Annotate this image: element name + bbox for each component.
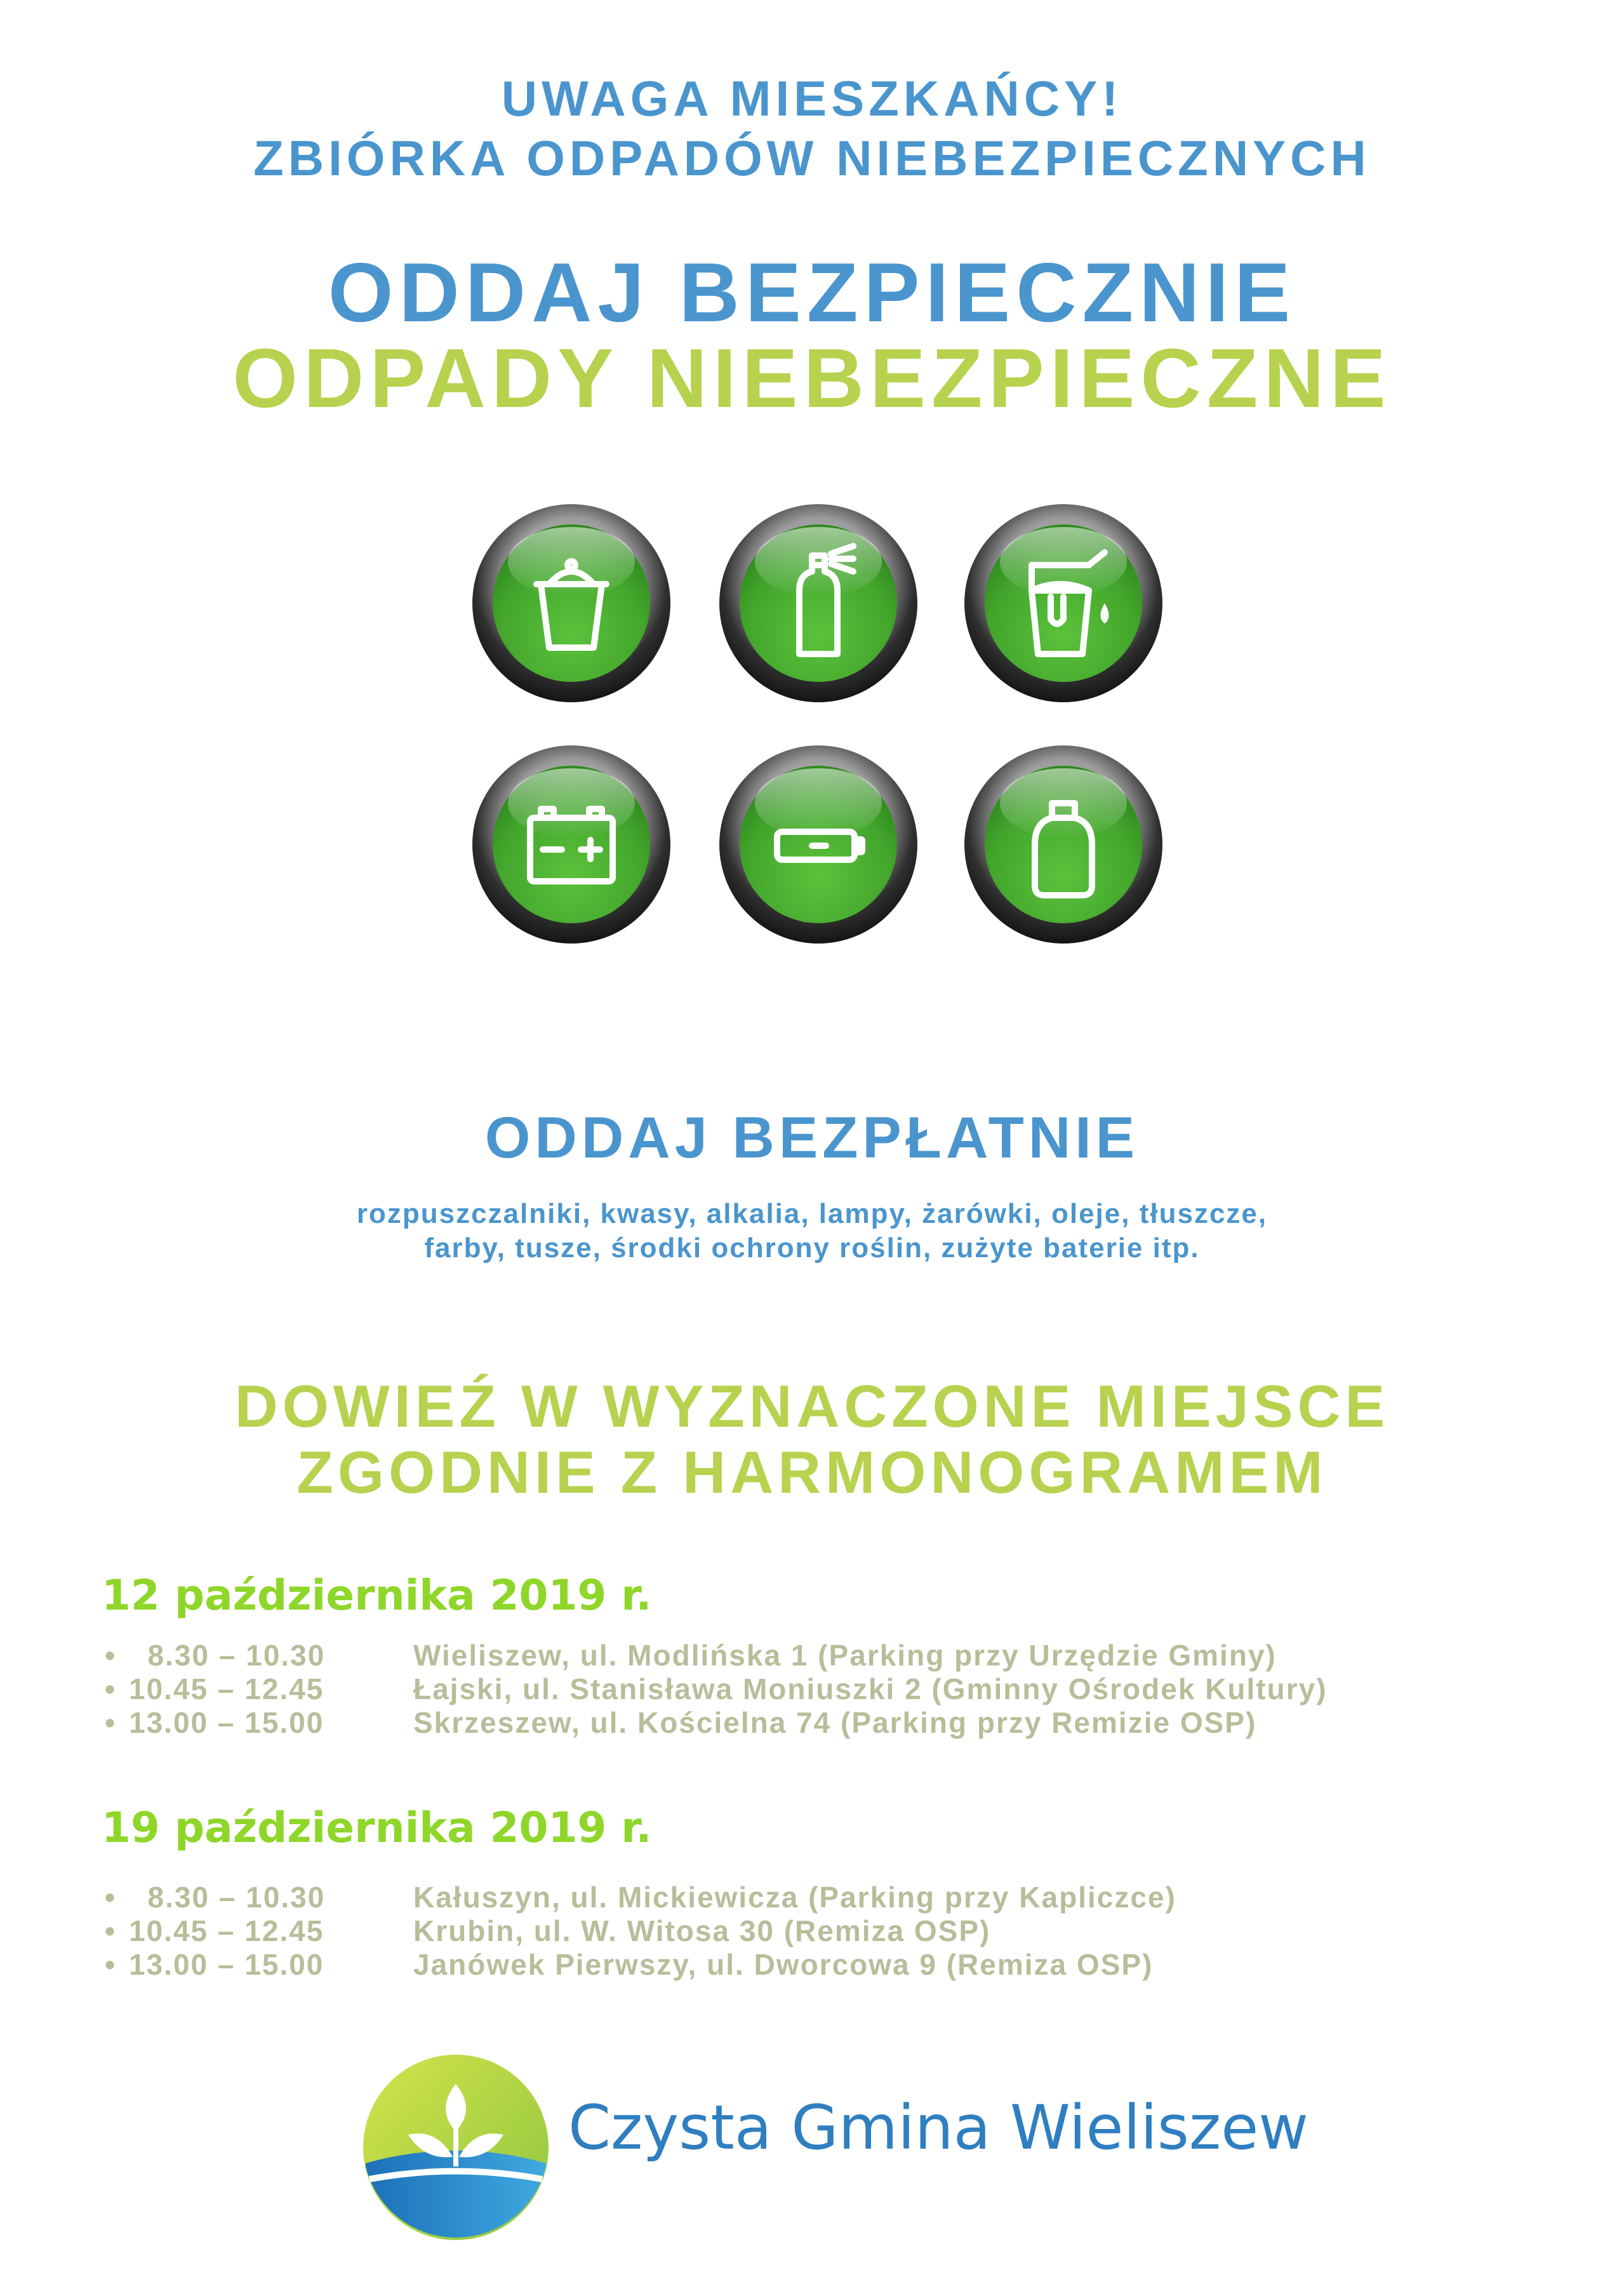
schedule-date: 19 października 2019 r.: [102, 1803, 652, 1852]
schedule-entry: • 13.00 – 15.00 Skrzeszew, ul. Kościelna 74 (Parking przy Remizie OSP): [105, 1706, 1257, 1739]
schedule-place: Janówek Pierwszy, ul. Dworcowa 9 (Remiza OSP): [413, 1948, 1154, 1981]
paint-can-icon: [962, 502, 1165, 705]
free-title: ODDAJ BEZPŁATNIE: [484, 1105, 1140, 1170]
schedule-entry: • 8.30 – 10.30 Kałuszyn, ul. Mickiewicza (Parking przy Kapliczce): [105, 1881, 1176, 1914]
schedule-time: 10.45 – 12.45: [129, 1672, 324, 1705]
schedule-entry: • 8.30 – 10.30 Wieliszew, ul. Modlińska 1 (Parking przy Urzędzie Gminy): [105, 1639, 1277, 1672]
schedule-place: Łajski, ul. Stanisława Moniuszki 2 (Gminny Ośrodek Kultury): [413, 1672, 1328, 1705]
schedule-date: 12 października 2019 r.: [102, 1571, 652, 1620]
battery-icon: [717, 743, 920, 946]
schedule-place: Krubin, ul. W. Witosa 30 (Remiza OSP): [413, 1914, 991, 1947]
notice-line-1: UWAGA MIESZKAŃCY!: [501, 70, 1123, 126]
bucket-icon: [470, 502, 673, 705]
brand-name: Czysta Gmina Wieliszew: [568, 2092, 1308, 2163]
schedule-place: Wieliszew, ul. Modlińska 1 (Parking przy Urzędzie Gminy): [413, 1639, 1277, 1672]
instruction-line-1: DOWIEŹ W WYZNACZONE MIEJSCE: [234, 1373, 1390, 1439]
spray-can-icon: [717, 502, 920, 705]
accepted-items-line-2: farby, tusze, środki ochrony roślin, zużyte baterie itp.: [424, 1232, 1200, 1264]
schedule-entry: • 13.00 – 15.00 Janówek Pierwszy, ul. Dworcowa 9 (Remiza OSP): [105, 1948, 1154, 1981]
schedule-time: 13.00 – 15.00: [129, 1706, 324, 1739]
car-battery-icon: [470, 743, 673, 946]
notice-line-2: ZBIÓRKA ODPADÓW NIEBEZPIECZNYCH: [253, 130, 1371, 186]
canister-icon: [962, 743, 1165, 946]
schedule-time: 8.30 – 10.30: [129, 1881, 326, 1914]
headline-line-2: ODPADY NIEBEZPIECZNE: [232, 331, 1392, 425]
schedule-place: Kałuszyn, ul. Mickiewicza (Parking przy Kapliczce): [413, 1881, 1176, 1914]
schedule-time: 10.45 – 12.45: [129, 1914, 324, 1947]
schedule-time: 13.00 – 15.00: [129, 1948, 324, 1981]
leaf-logo-icon: [361, 2052, 551, 2243]
schedule-entry: • 10.45 – 12.45 Łajski, ul. Stanisława Moniuszki 2 (Gminny Ośrodek Kultury): [105, 1672, 1328, 1705]
instruction-line-2: ZGODNIE Z HARMONOGRAMEM: [296, 1439, 1328, 1505]
accepted-items-line-1: rozpuszczalniki, kwasy, alkalia, lampy, żarówki, oleje, tłuszcze,: [356, 1198, 1268, 1229]
schedule-time: 8.30 – 10.30: [129, 1639, 326, 1672]
schedule-place: Skrzeszew, ul. Kościelna 74 (Parking przy Remizie OSP): [413, 1706, 1257, 1739]
headline-line-1: ODDAJ BEZPIECZNIE: [328, 246, 1296, 339]
schedule-entry: • 10.45 – 12.45 Krubin, ul. W. Witosa 30 (Remiza OSP): [105, 1914, 991, 1947]
